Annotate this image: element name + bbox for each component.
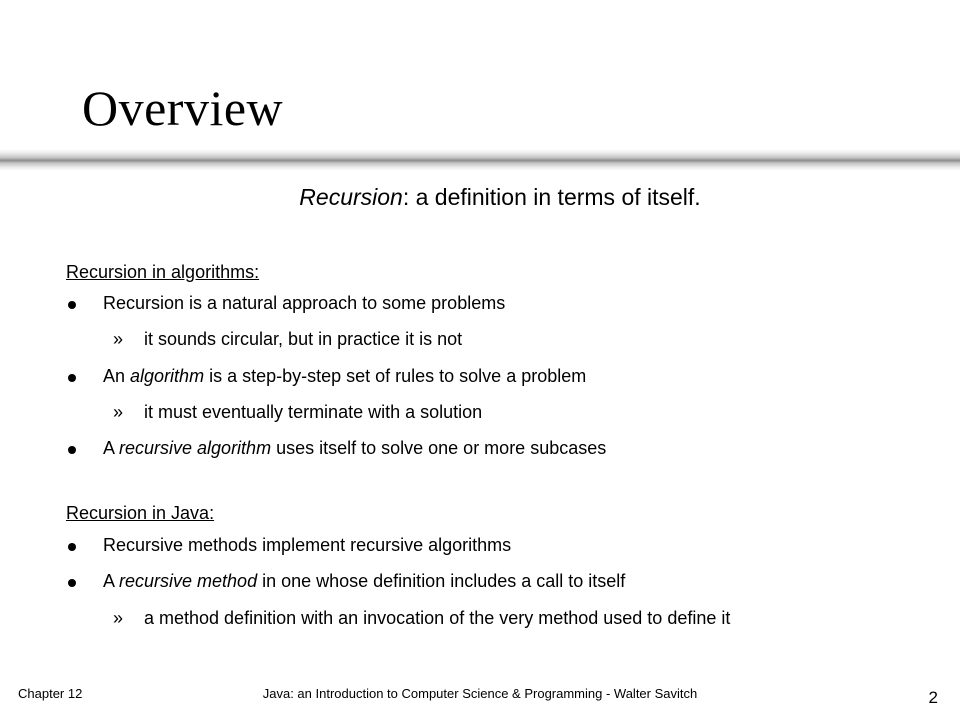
text-run: uses itself to solve one or more subcases: [271, 438, 607, 458]
item-text: [103, 290, 505, 316]
emphasized-term: recursive method: [119, 571, 258, 591]
item-text: [144, 399, 482, 425]
sub-bullet-marker: »: [113, 402, 124, 422]
item-text: [144, 326, 462, 352]
item-text: [103, 435, 606, 461]
text-run: a method definition with an invocation of the very method used to define it: [144, 608, 731, 628]
text-run: is a step-by-step set of rules to solve a problem: [204, 366, 587, 386]
item-text: [103, 568, 625, 594]
slide-subtitle: [0, 180, 960, 214]
bullet-icon: [68, 446, 76, 454]
subtitle-term: Recursion: [299, 184, 403, 210]
subtitle-rest: : a definition in terms of itself.: [402, 184, 701, 210]
item-text: [103, 363, 586, 389]
bullet-icon: [68, 301, 76, 309]
bullet-icon: [68, 579, 76, 587]
emphasized-term: recursive algorithm: [119, 438, 272, 458]
sub-bullet-marker: »: [113, 608, 124, 628]
page-number: 2: [928, 688, 938, 707]
slide-title: Overview: [82, 80, 284, 136]
footer-chapter: Chapter 12: [18, 686, 83, 701]
bullet-icon: [68, 543, 76, 551]
section-heading: Recursion in Java:: [66, 503, 215, 523]
sub-bullet-marker: »: [113, 329, 124, 349]
text-run: in one whose definition includes a call to itself: [257, 571, 626, 591]
text-run: An: [103, 366, 131, 386]
bullet-icon: [68, 374, 76, 382]
emphasized-term: algorithm: [130, 366, 205, 386]
title-divider: [0, 149, 960, 171]
text-run: A: [103, 571, 120, 591]
text-run: A: [103, 438, 120, 458]
text-run: Recursive methods implement recursive algorithms: [103, 535, 512, 555]
text-run: Recursion is a natural approach to some problems: [103, 293, 506, 313]
footer-course: Java: an Introduction to Computer Science & Programming - Walter Savitch: [262, 686, 698, 701]
item-text: [144, 605, 730, 631]
text-run: it must eventually terminate with a solution: [144, 402, 483, 422]
item-text: [103, 532, 511, 558]
section-heading: Recursion in algorithms:: [66, 262, 260, 282]
text-run: it sounds circular, but in practice it is not: [144, 329, 463, 349]
